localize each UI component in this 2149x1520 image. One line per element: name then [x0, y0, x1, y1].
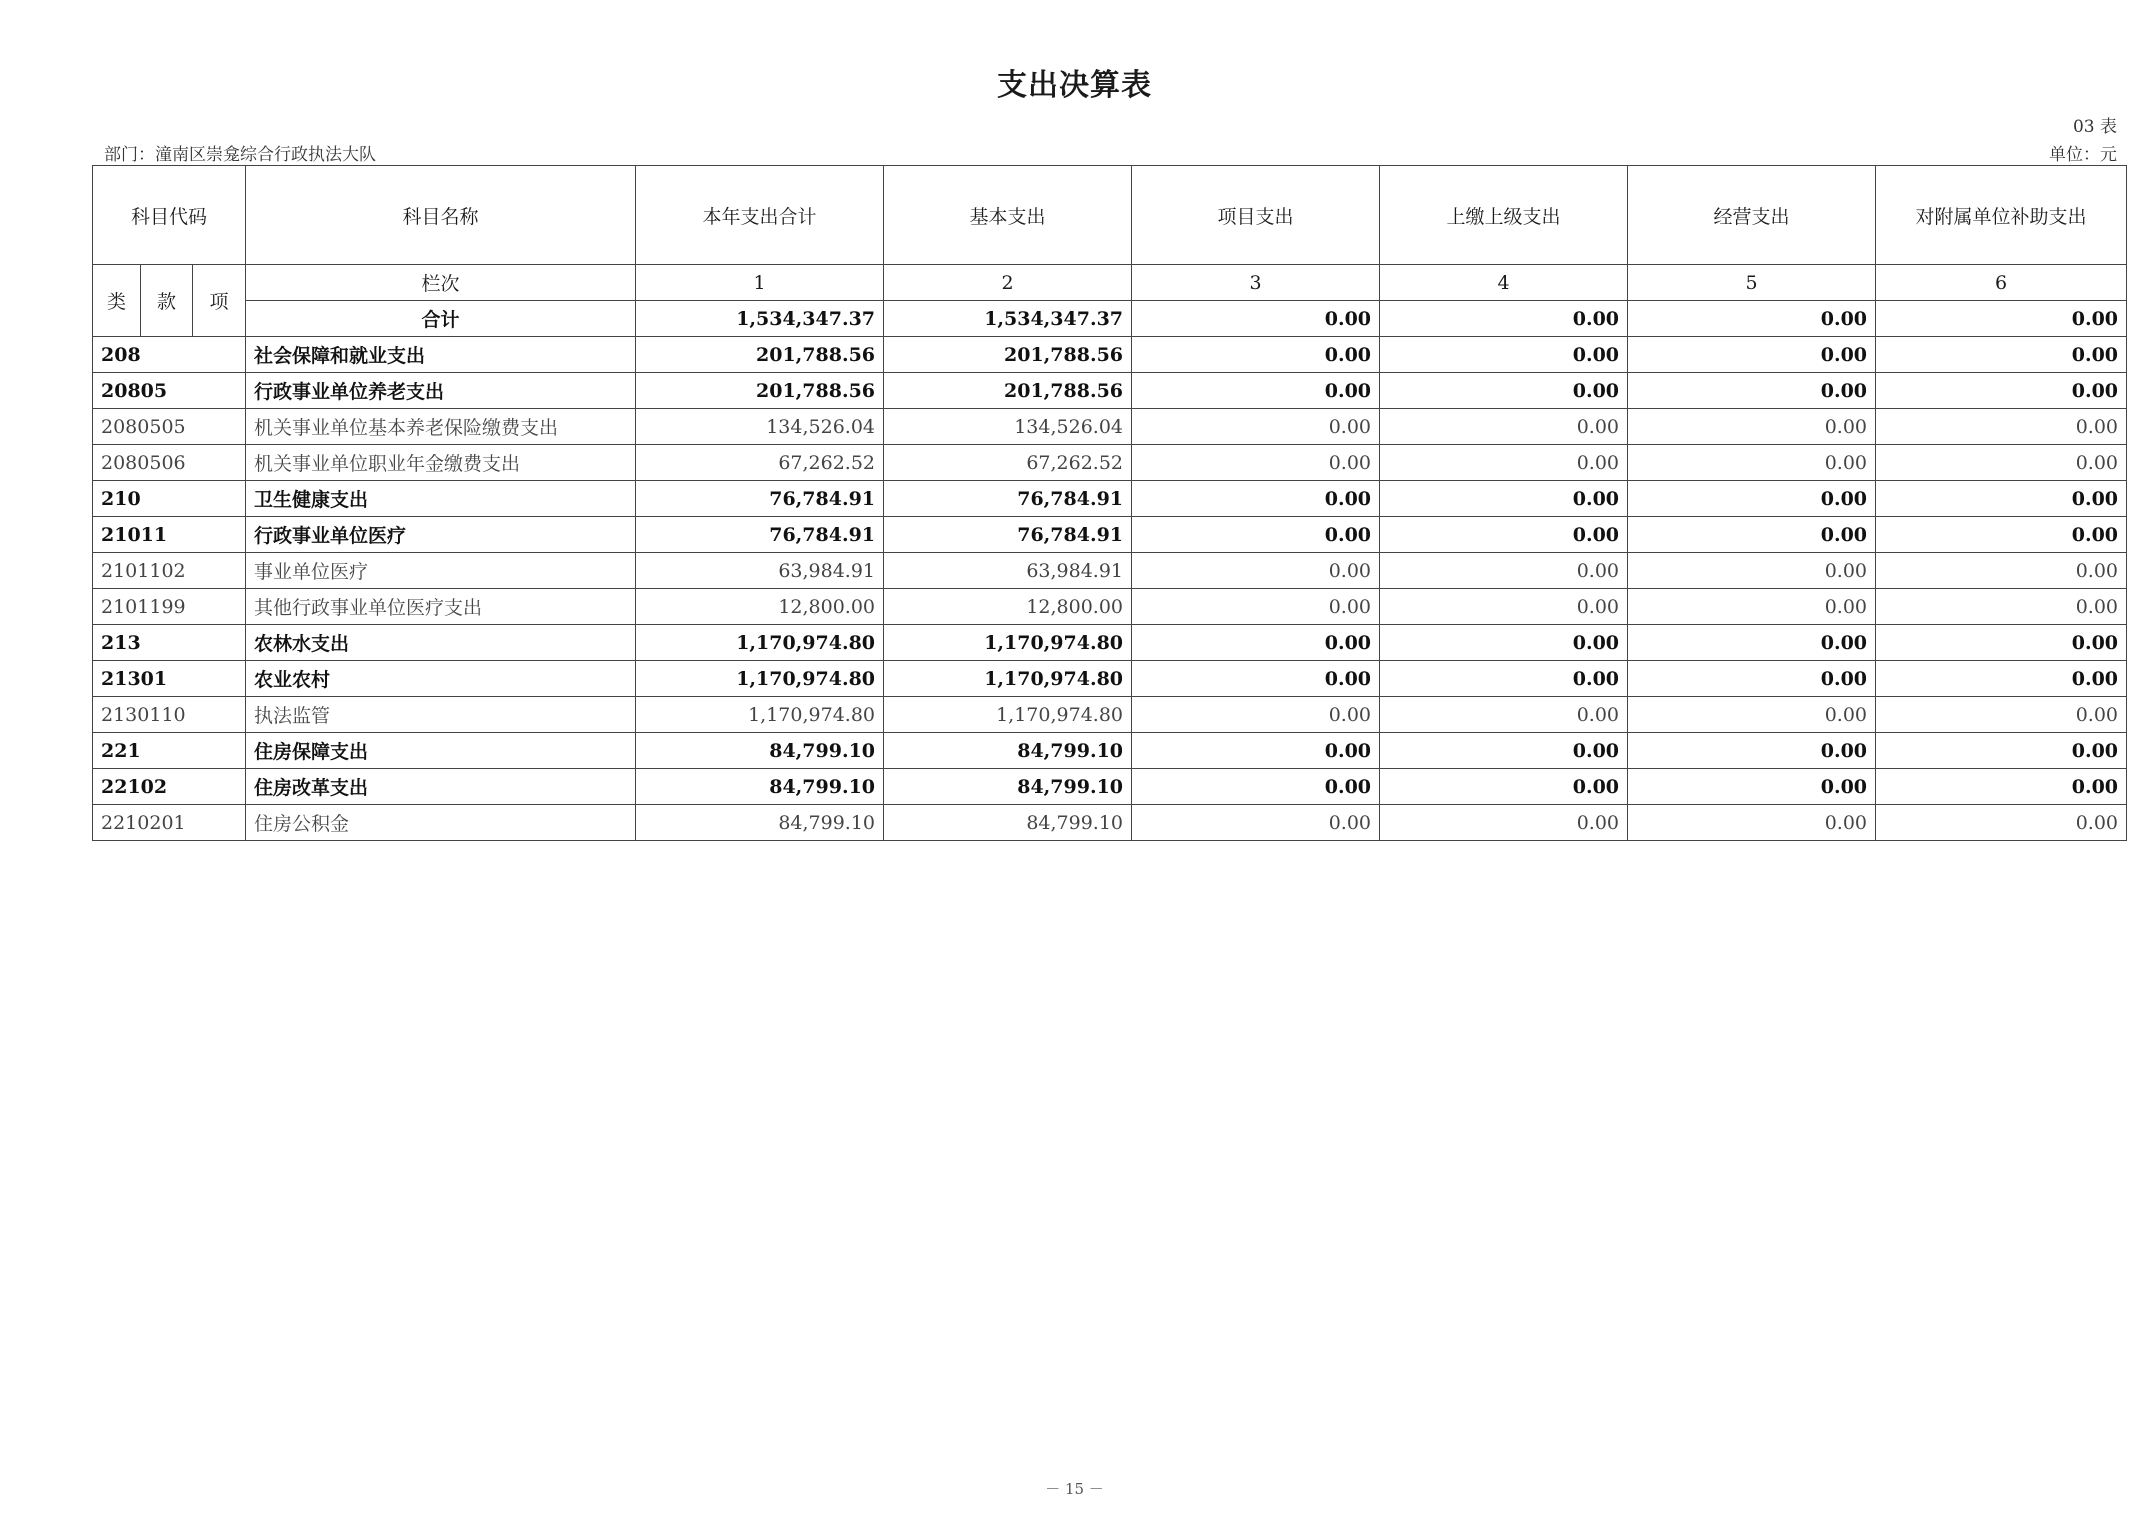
unit-label: 单位：元 [2049, 145, 2117, 165]
page-title: 支出决算表 [997, 68, 1152, 103]
amount-cell: 0.00 [1628, 481, 1876, 517]
amount-cell: 0.00 [1628, 373, 1876, 409]
amount-cell: 0.00 [1380, 517, 1628, 553]
amount-cell: 0.00 [1380, 589, 1628, 625]
subject-name: 机关事业单位职业年金缴费支出 [246, 445, 636, 481]
table-row [93, 445, 2127, 481]
subject-code: 22102 [93, 769, 246, 805]
amount-cell: 0.00 [1380, 409, 1628, 445]
amount-cell: 12,800.00 [636, 589, 884, 625]
subject-name: 社会保障和就业支出 [246, 337, 636, 373]
amount-cell: 0.00 [1380, 373, 1628, 409]
amount-cell: 134,526.04 [884, 409, 1132, 445]
amount-cell: 84,799.10 [636, 805, 884, 841]
amount-cell: 201,788.56 [636, 373, 884, 409]
subject-code: 2101199 [93, 589, 246, 625]
amount-cell: 84,799.10 [884, 805, 1132, 841]
subject-code: 2080505 [93, 409, 246, 445]
amount-cell: 201,788.56 [636, 337, 884, 373]
amount-cell: 0.00 [1380, 625, 1628, 661]
table-row [93, 697, 2127, 733]
subject-name: 其他行政事业单位医疗支出 [246, 589, 636, 625]
amount-cell: 0.00 [1132, 445, 1380, 481]
amount-cell: 0.00 [1876, 409, 2127, 445]
total-row [93, 301, 2127, 337]
table-row [93, 589, 2127, 625]
amount-cell: 0.00 [1132, 769, 1380, 805]
table-row [93, 409, 2127, 445]
header-total: 本年支出合计 [636, 166, 884, 265]
table-row [93, 661, 2127, 697]
page-number: － 15 － [1045, 1480, 1104, 1498]
subject-code: 208 [93, 337, 246, 373]
amount-cell: 0.00 [1380, 697, 1628, 733]
header-basic: 基本支出 [884, 166, 1132, 265]
amount-cell: 0.00 [1628, 625, 1876, 661]
amount-cell: 0.00 [1380, 337, 1628, 373]
amount-cell: 0.00 [1628, 733, 1876, 769]
amount-cell: 0.00 [1876, 517, 2127, 553]
department-label: 部门：潼南区崇龛综合行政执法大队 [104, 145, 376, 165]
total-value: 0.00 [1380, 301, 1628, 337]
amount-cell: 0.00 [1380, 445, 1628, 481]
amount-cell: 0.00 [1132, 517, 1380, 553]
amount-cell: 0.00 [1628, 589, 1876, 625]
lanci-6: 6 [1876, 265, 2127, 301]
subject-name: 农林水支出 [246, 625, 636, 661]
amount-cell: 0.00 [1132, 553, 1380, 589]
amount-cell: 0.00 [1876, 661, 2127, 697]
table-row [93, 337, 2127, 373]
amount-cell: 0.00 [1876, 589, 2127, 625]
amount-cell: 0.00 [1380, 805, 1628, 841]
amount-cell: 0.00 [1876, 553, 2127, 589]
header-name: 科目名称 [246, 166, 636, 265]
column-index-row [93, 265, 2127, 301]
amount-cell: 0.00 [1132, 409, 1380, 445]
total-value: 1,534,347.37 [636, 301, 884, 337]
amount-cell: 201,788.56 [884, 337, 1132, 373]
table-row [93, 553, 2127, 589]
subject-code: 20805 [93, 373, 246, 409]
amount-cell: 76,784.91 [636, 481, 884, 517]
lanci-3: 3 [1132, 265, 1380, 301]
table-row [93, 481, 2127, 517]
amount-cell: 0.00 [1380, 481, 1628, 517]
amount-cell: 0.00 [1876, 481, 2127, 517]
table-row [93, 769, 2127, 805]
table-row [93, 625, 2127, 661]
subject-code: 213 [93, 625, 246, 661]
header-business: 经营支出 [1628, 166, 1876, 265]
amount-cell: 0.00 [1132, 589, 1380, 625]
amount-cell: 0.00 [1876, 805, 2127, 841]
amount-cell: 0.00 [1132, 733, 1380, 769]
subject-name: 住房公积金 [246, 805, 636, 841]
subject-name: 卫生健康支出 [246, 481, 636, 517]
total-label: 合计 [246, 301, 636, 337]
amount-cell: 76,784.91 [636, 517, 884, 553]
amount-cell: 0.00 [1132, 625, 1380, 661]
lanci-5: 5 [1628, 265, 1876, 301]
amount-cell: 1,170,974.80 [884, 697, 1132, 733]
amount-cell: 0.00 [1132, 481, 1380, 517]
subject-code: 2210201 [93, 805, 246, 841]
amount-cell: 0.00 [1132, 805, 1380, 841]
amount-cell: 0.00 [1628, 517, 1876, 553]
header-code: 科目代码 [93, 166, 246, 265]
subject-name: 事业单位医疗 [246, 553, 636, 589]
subject-code: 221 [93, 733, 246, 769]
lanci-label: 栏次 [246, 265, 636, 301]
lanci-2: 2 [884, 265, 1132, 301]
total-value: 0.00 [1876, 301, 2127, 337]
amount-cell: 0.00 [1132, 697, 1380, 733]
amount-cell: 67,262.52 [884, 445, 1132, 481]
amount-cell: 0.00 [1876, 625, 2127, 661]
amount-cell: 0.00 [1876, 445, 2127, 481]
header-upper: 上缴上级支出 [1380, 166, 1628, 265]
amount-cell: 134,526.04 [636, 409, 884, 445]
amount-cell: 0.00 [1876, 769, 2127, 805]
table-number: 03 表 [2072, 117, 2117, 137]
amount-cell: 201,788.56 [884, 373, 1132, 409]
amount-cell: 63,984.91 [884, 553, 1132, 589]
amount-cell: 0.00 [1628, 445, 1876, 481]
subject-name: 执法监管 [246, 697, 636, 733]
amount-cell: 1,170,974.80 [636, 661, 884, 697]
amount-cell: 0.00 [1628, 697, 1876, 733]
amount-cell: 0.00 [1628, 337, 1876, 373]
subject-code: 21301 [93, 661, 246, 697]
subject-code: 2101102 [93, 553, 246, 589]
table-row [93, 373, 2127, 409]
header-xiang: 项 [193, 265, 246, 337]
subject-name: 农业农村 [246, 661, 636, 697]
amount-cell: 0.00 [1628, 553, 1876, 589]
amount-cell: 1,170,974.80 [884, 661, 1132, 697]
amount-cell: 0.00 [1876, 733, 2127, 769]
amount-cell: 84,799.10 [884, 733, 1132, 769]
amount-cell: 0.00 [1380, 769, 1628, 805]
amount-cell: 67,262.52 [636, 445, 884, 481]
subject-name: 机关事业单位基本养老保险缴费支出 [246, 409, 636, 445]
amount-cell: 84,799.10 [636, 769, 884, 805]
total-value: 1,534,347.37 [884, 301, 1132, 337]
header-project: 项目支出 [1132, 166, 1380, 265]
table-row [93, 733, 2127, 769]
subject-name: 行政事业单位养老支出 [246, 373, 636, 409]
subject-name: 行政事业单位医疗 [246, 517, 636, 553]
table-row [93, 805, 2127, 841]
amount-cell: 0.00 [1132, 337, 1380, 373]
amount-cell: 0.00 [1876, 337, 2127, 373]
amount-cell: 0.00 [1132, 373, 1380, 409]
amount-cell: 84,799.10 [636, 733, 884, 769]
amount-cell: 0.00 [1628, 769, 1876, 805]
table-row [93, 517, 2127, 553]
amount-cell: 0.00 [1628, 661, 1876, 697]
amount-cell: 0.00 [1628, 409, 1876, 445]
lanci-4: 4 [1380, 265, 1628, 301]
header-row [93, 166, 2127, 265]
amount-cell: 0.00 [1876, 373, 2127, 409]
header-subsidy: 对附属单位补助支出 [1876, 166, 2127, 265]
subject-code: 21011 [93, 517, 246, 553]
amount-cell: 84,799.10 [884, 769, 1132, 805]
amount-cell: 12,800.00 [884, 589, 1132, 625]
header-kuan: 款 [141, 265, 193, 337]
amount-cell: 0.00 [1380, 661, 1628, 697]
amount-cell: 0.00 [1628, 805, 1876, 841]
header-lei: 类 [93, 265, 141, 337]
amount-cell: 0.00 [1132, 661, 1380, 697]
subject-code: 210 [93, 481, 246, 517]
amount-cell: 0.00 [1380, 733, 1628, 769]
amount-cell: 0.00 [1380, 553, 1628, 589]
amount-cell: 76,784.91 [884, 481, 1132, 517]
amount-cell: 76,784.91 [884, 517, 1132, 553]
expenditure-table [92, 165, 2127, 841]
subject-code: 2130110 [93, 697, 246, 733]
amount-cell: 1,170,974.80 [884, 625, 1132, 661]
subject-name: 住房改革支出 [246, 769, 636, 805]
total-value: 0.00 [1628, 301, 1876, 337]
subject-code: 2080506 [93, 445, 246, 481]
amount-cell: 0.00 [1876, 697, 2127, 733]
lanci-1: 1 [636, 265, 884, 301]
total-value: 0.00 [1132, 301, 1380, 337]
amount-cell: 63,984.91 [636, 553, 884, 589]
amount-cell: 1,170,974.80 [636, 625, 884, 661]
amount-cell: 1,170,974.80 [636, 697, 884, 733]
subject-name: 住房保障支出 [246, 733, 636, 769]
